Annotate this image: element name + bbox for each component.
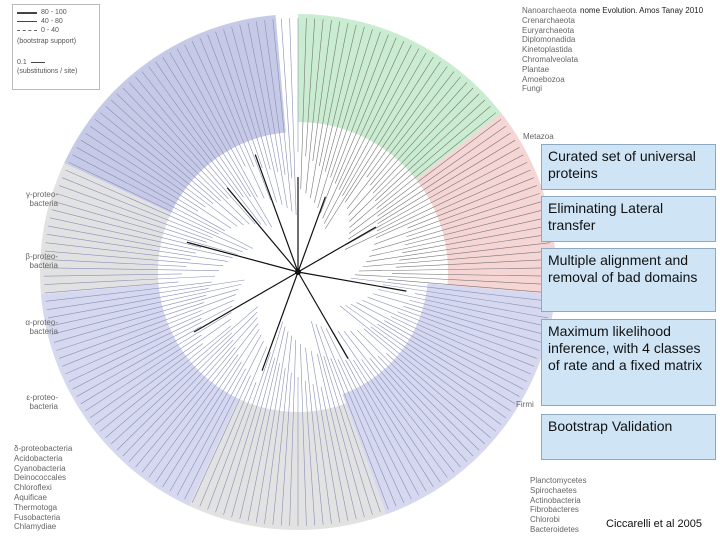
trunk-branch: [298, 272, 406, 291]
callout-maximum-likelihood: Maximum likelihood inference, with 4 classes of rate and a fixed matrix: [541, 319, 716, 406]
legend-row-low: 0 - 40: [41, 27, 59, 34]
slide-credit: nome Evolution. Amos Tanay 2010: [580, 6, 704, 15]
left-bottom-group-list: [14, 444, 72, 532]
group-chromalveolata: Chromalveolata: [522, 54, 579, 64]
group-metazoa: Metazoa: [523, 132, 554, 141]
group-kinetoplastida: Kinetoplastida: [522, 45, 573, 55]
group-diplomonadida: Diplomonadida: [522, 35, 576, 45]
group-alpha-line2: bacteria: [29, 327, 58, 336]
group-thermotoga: Thermotoga: [14, 502, 58, 512]
trunk-branch: [298, 227, 376, 272]
group-crenarchaeota: Crenarchaeota: [522, 15, 575, 25]
group-beta-line2: bacteria: [29, 261, 58, 270]
legend-support-label: (bootstrap support): [17, 38, 77, 45]
group-euryarchaeota: Euryarchaeota: [522, 25, 575, 35]
group-gamma-line1: γ-proteo-: [25, 190, 58, 199]
group-epsilon-proteobacteria: [26, 393, 58, 411]
leaf-branch: [290, 18, 297, 215]
group-deinococcales: Deinococcales: [14, 473, 67, 483]
group-plantae: Plantae: [522, 64, 550, 74]
group-alpha-proteobacteria: [25, 318, 58, 336]
firmicutes-wedge: [342, 283, 555, 514]
group-bacteroidetes: Bacteroidetes: [530, 524, 579, 534]
group-fibrobacteres: Fibrobacteres: [530, 505, 579, 515]
legend-scale-units: (substitutions / site): [17, 68, 78, 75]
legend-line-medium: [17, 21, 37, 22]
legend-line-strong: [17, 12, 37, 14]
group-firmicutes: Firmi: [516, 400, 534, 409]
group-beta-line1: β-proteo-: [25, 252, 58, 261]
group-aquificae: Aquificae: [14, 492, 47, 502]
callout-lateral-transfer: Eliminating Lateral transfer: [541, 196, 716, 242]
right-group-list: [522, 6, 578, 94]
trunk-branch: [227, 188, 298, 272]
group-nanoarchaeota: Nanoarchaeota: [522, 6, 577, 15]
citation: Ciccarelli et al 2005: [606, 518, 702, 530]
callout-multiple-alignment: Multiple alignment and removal of bad domains: [541, 248, 716, 312]
group-delta-proteobacteria: δ-proteobacteria: [14, 444, 73, 453]
group-spirochaetes: Spirochaetes: [530, 485, 577, 495]
group-beta-proteobacteria: [25, 252, 58, 270]
trunk-branch: [262, 272, 298, 371]
group-gamma-proteobacteria: [26, 190, 58, 208]
group-epsilon-line2: bacteria: [29, 402, 58, 411]
group-planctomycetes: Planctomycetes: [530, 476, 587, 485]
group-cyanobacteria: Cyanobacteria: [14, 463, 66, 473]
callout-curated-proteins: Curated set of universal proteins: [541, 144, 716, 190]
legend-row-high: 80 - 100: [41, 9, 67, 16]
group-chloroflexi: Chloroflexi: [14, 483, 52, 493]
group-fungi: Fungi: [522, 84, 543, 94]
right-bottom-group-list: [530, 476, 586, 535]
group-gamma-line2: bacteria: [29, 199, 58, 208]
legend-row-mid: 40 - 80: [41, 18, 63, 25]
group-epsilon-line1: ε-proteo-: [26, 393, 58, 402]
group-acidobacteria: Acidobacteria: [14, 453, 63, 463]
bootstrap-legend: [12, 4, 100, 90]
group-fusobacteria: Fusobacteria: [14, 512, 61, 522]
tree-root: [295, 269, 301, 275]
group-alpha-line1: α-proteo-: [25, 318, 58, 327]
legend-line-dashed: [17, 30, 37, 31]
legend-scale-value: 0.1: [17, 59, 27, 66]
trunk-branch: [187, 242, 298, 272]
group-chlorobi: Chlorobi: [530, 515, 560, 525]
group-amoebozoa: Amoebozoa: [522, 74, 565, 84]
trunk-branch: [298, 197, 325, 272]
callout-bootstrap: Bootstrap Validation: [541, 414, 716, 460]
group-actinobacteria: Actinobacteria: [530, 495, 581, 505]
group-chlamydiae: Chlamydiae: [14, 522, 57, 532]
scale-bar-icon: [31, 62, 45, 63]
